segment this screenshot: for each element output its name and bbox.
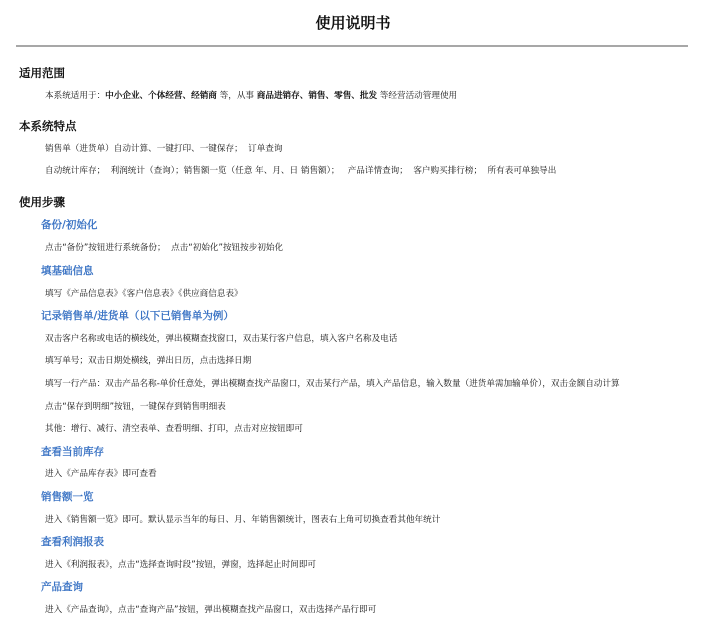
step-title-sales-order: 记录销售单/进货单（以下已销售单为例） (41, 310, 234, 322)
step-line: 进入《销售额一览》即可。默认显示当年的每日、月、年销售额统计，图表右上角可切换查看其他年统计 (45, 515, 441, 525)
step-line: 其他：增行、减行、清空表单、查看明细、打印，点击对应按钮即可 (45, 424, 303, 434)
step-title-sales-overview: 销售额一览 (41, 491, 94, 503)
step-line: 点击“保存到明细”按钮，一键保存到销售明细表 (45, 402, 226, 412)
step-line: 填写一行产品：双击产品名称-单价任意处，弹出模糊查找产品窗口，双击某行产品，填入产品信息，输入数量（进货单需加输单价），双击金额自动计算 (45, 379, 620, 389)
document-title: 使用说明书 (315, 14, 391, 32)
step-title-profit-report: 查看利润报表 (41, 536, 104, 548)
step-line: 点击“备份”按钮进行系统备份； 点击“初始化”按钮按步初始化 (45, 243, 284, 253)
title-divider (16, 45, 688, 47)
step-line: 双击客户名称或电话的横线处，弹出模糊查找窗口，双击某行客户信息，填入客户名称及电话 (45, 334, 398, 344)
heading-steps: 使用步骤 (19, 195, 65, 209)
scope-line: 本系统适用于：中小企业、个体经营、经销商 等，从事 商品进销存、销售、零售、批发 等经营活动管理使用 (45, 91, 458, 101)
heading-features: 本系统特点 (19, 119, 77, 133)
step-line: 进入《产品查询》，点击“查询产品”按钮，弹出模糊查找产品窗口，双击选择产品行即可 (45, 605, 377, 615)
step-title-inventory: 查看当前库存 (41, 446, 104, 458)
step-line: 填写单号；双击日期处横线，弹出日历，点击选择日期 (45, 356, 252, 366)
step-line: 填写《产品信息表》《客户信息表》《供应商信息表》 (45, 289, 243, 299)
step-line: 进入《产品库存表》即可查看 (45, 469, 157, 479)
heading-scope: 适用范围 (19, 66, 65, 80)
step-title-product-query: 产品查询 (41, 581, 83, 593)
feature-line: 自动统计库存； 利润统计（查询）；销售额一览（任意 年、月、日 销售额）； 产品详情查询； 客户购买排行榜； 所有表可单独导出 (45, 166, 557, 176)
step-title-backup: 备份/初始化 (41, 219, 98, 231)
step-line: 进入《利润报表》，点击“选择查询时段”按钮，弹窗，选择起止时间即可 (45, 560, 317, 570)
step-title-basic-info: 填基础信息 (41, 265, 94, 277)
feature-line: 销售单（进货单）自动计算、一键打印、一键保存； 订单查询 (45, 144, 283, 154)
